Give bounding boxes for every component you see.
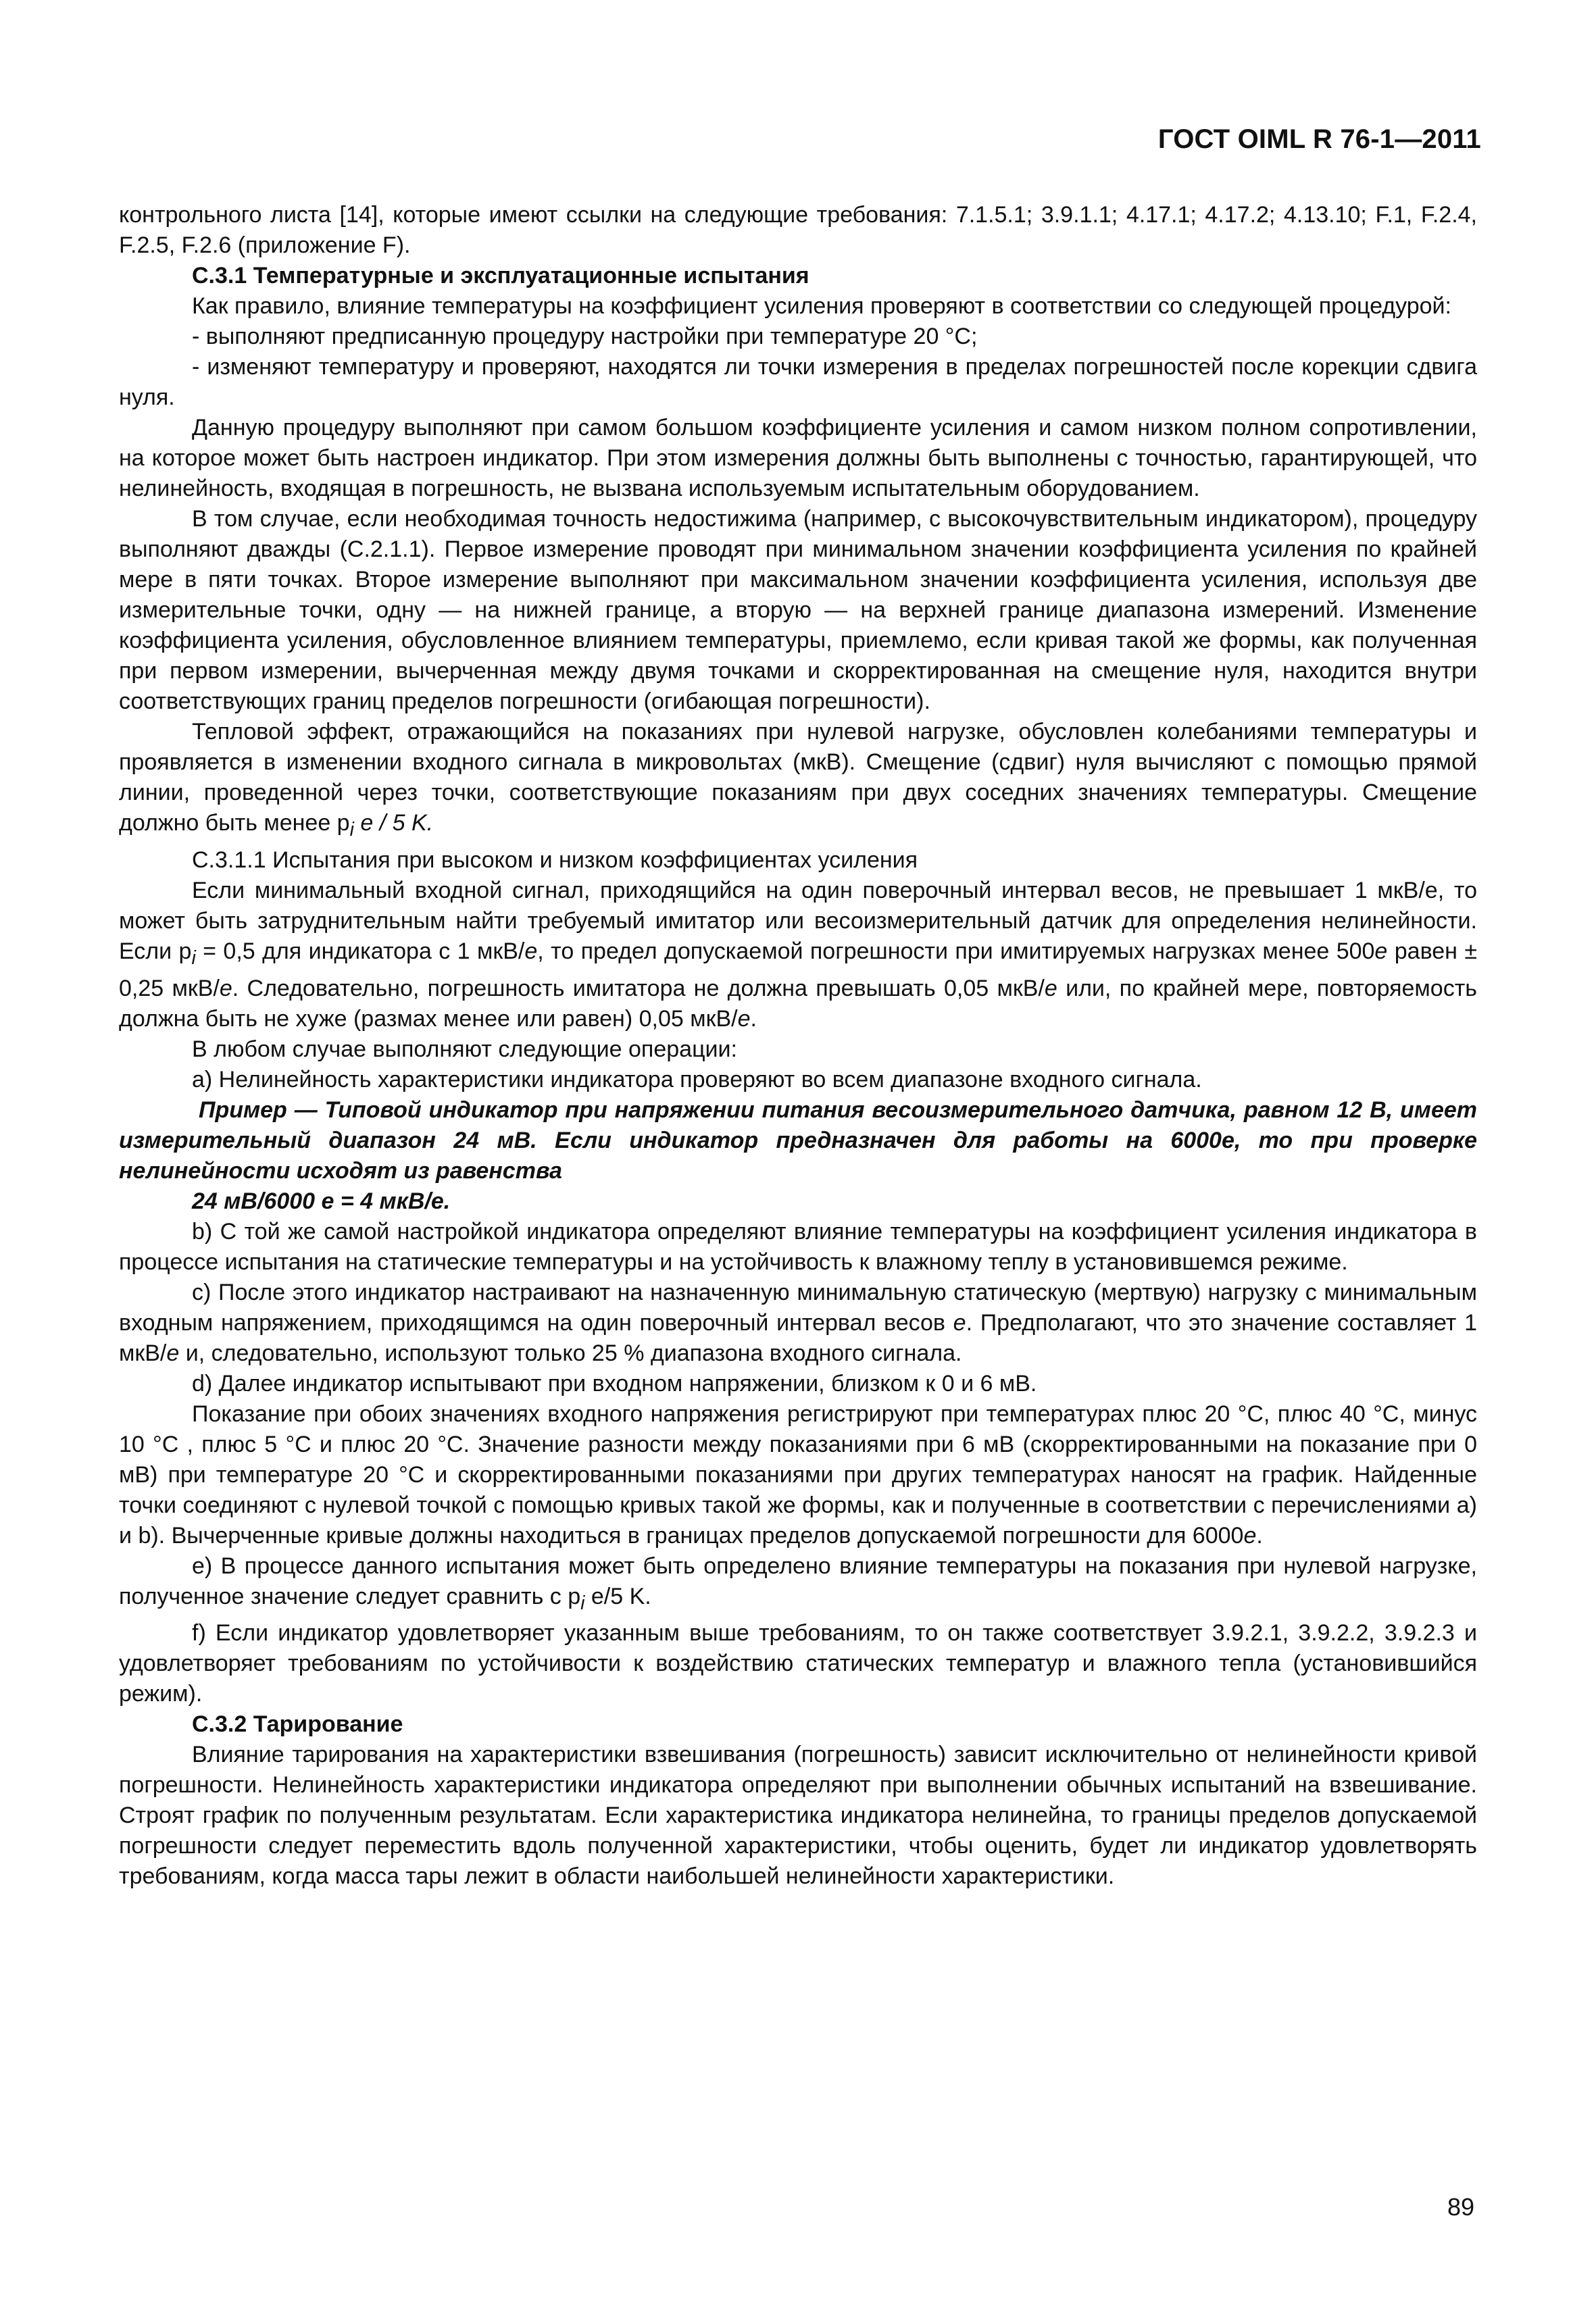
paragraph: Данную процедуру выполняют при самом большом коэффициенте усиления и самом низком полном сопротивлении, на которое может быть настроен индикатор. При этом измерения должны быть выполнены с точностью, гарантирующей, что нелинейность, входящая в погрешность, не вызвана используемым испытательным оборудованием.	[119, 415, 1477, 501]
paragraph: Тепловой эффект, отражающийся на показаниях при нулевой нагрузке, обусловлен колебаниями температуры и проявляется в изменении входного сигнала в микровольтах (мкВ). Смещение (сдвиг) нуля вычисляют с помощью прямой линии, проведенной через точки, соответствующие показаниям при двух соседних значениях температуры. Смещение должно быть менее $p_i$ e / 5 K.	[119, 719, 1477, 840]
section-heading-c32: С.3.2 Тарирование	[192, 1711, 403, 1738]
list-item: - изменяют температуру и проверяют, находятся ли точки измерения в пределах погрешностей после корекции сдвига нуля.	[119, 354, 1477, 410]
subsection-heading-c311: С.3.1.1 Испытания при высоком и низком коэффициентах усиления	[192, 847, 918, 873]
list-item-c: с) После этого индикатор настраивают на назначенную минимальную статическую (мертвую) нагрузку с минимальным входным напряжением, приходящимся на один поверочный интервал весов е. Предполагают, что это значение составляет 1 мкВ/е и, следовательно, используют только 25 % диапазона входного сигнала.	[119, 1279, 1477, 1366]
document-body	[119, 200, 1477, 1892]
list-item-b: b) С той же самой настройкой индикатора определяют влияние температуры на коэффициент усиления индикатора в процессе испытания на статические температуры и на устойчивость к влажному теплу в установившемся режиме.	[119, 1218, 1477, 1275]
list-item-e: е) В процессе данного испытания может быть определено влияние температуры на показания при нулевой нагрузке, полученное значение следует сравнить с $p_i$ е/5 K.	[119, 1553, 1477, 1614]
list-item-a: а) Нелинейность характеристики индикатора проверяют во всем диапазоне входного сигнала.	[192, 1066, 1202, 1092]
intro-paragraph: контрольного листа [14], которые имеют ссылки на следующие требования: 7.1.5.1; 3.9.1.1; 4.17.1; 4.17.2; 4.13.10; F.1, F.2.4, F.2.5, F.2.6 (приложение F).	[119, 202, 1477, 258]
paragraph: Как правило, влияние температуры на коэффициент усиления проверяют в соответствии со следующей процедурой:	[192, 293, 1451, 319]
formula: 24 мВ/6000 е = 4 мкВ/е.	[192, 1188, 451, 1214]
page-number: 89	[1447, 2193, 1474, 2221]
list-item-f: f) Если индикатор удовлетворяет указанным выше требованиям, то он также соответствует 3.9.2.1, 3.9.2.2, 3.9.2.3 и удовлетворяет требованиям по устойчивости к воздействию статических температур и влажного тепла (установившийся режим).	[119, 1620, 1477, 1707]
list-item-d: d) Далее индикатор испытывают при входном напряжении, близком к 0 и 6 мВ.	[192, 1370, 1037, 1397]
list-item: - выполняют предписанную процедуру настройки при температуре 20 °С;	[192, 324, 978, 349]
paragraph: Если минимальный входной сигнал, приходящийся на один поверочный интервал весов, не превышает 1 мкВ/е, то может быть затруднительным найти требуемый имитатор или весоизмерительный датчик для определения нелинейности. Если $p_i = 0,5$ для индикатора с 1 мкВ/е, то предел допускаемой погрешности при имитируемых нагрузках менее 500е равен ± 0,25 мкВ/е. Следовательно, погрешность имитатора не должна превышать 0,05 мкВ/е или, по крайней мере, повторяемость должна быть не хуже (размах менее или равен) 0,05 мкВ/е.	[119, 877, 1477, 1032]
paragraph: В любом случае выполняют следующие операции:	[192, 1036, 737, 1062]
paragraph: В том случае, если необходимая точность недостижима (например, с высокочувствительным индикатором), процедуру выполняют дважды (С.2.1.1). Первое измерение проводят при минимальном значении коэффициента усиления по крайней мере в пяти точках. Второе измерение выполняют при максимальном значении коэффициента усиления, используя две измерительные точки, одну — на нижней границе, а вторую — на верхней границе диапазона измерений. Изменение коэффициента усиления, обусловленное влиянием температуры, приемлемо, если кривая такой же формы, как полученная при первом измерении, вычерченная между двумя точками и скорректированная на смещение нуля, находится внутри соответствующих границ пределов погрешности (огибающая погрешности).	[119, 506, 1477, 714]
paragraph: Показание при обоих значениях входного напряжения регистрируют при температурах плюс 20 °С, плюс 40 °С, минус 10 °С , плюс 5 °С и плюс 20 °С. Значение разности между показаниями при 6 мВ (скорректированными на показание при 0 мВ) при температуре 20 °С и скорректированными показаниями при других температурах наносят на график. Найденные точки соединяют с нулевой точкой с помощью кривых такой же формы, как и полученные в соответствии с перечислениями а) и b). Вычерченные кривые должны находиться в границах пределов допускаемой погрешности для 6000е.	[119, 1401, 1477, 1549]
document-header: ГОСТ OIML R 76-1—2011	[1157, 124, 1481, 154]
paragraph: Влияние тарирования на характеристики взвешивания (погрешность) зависит исключительно от нелинейности кривой погрешности. Нелинейность характеристики индикатора определяют при выполнении обычных испытаний на взвешивание. Строят график по полученным результатам. Если характеристика индикатора нелинейна, то границы пределов допускаемой погрешности следует переместить вдоль полученной характеристики, чтобы оценить, будет ли индикатор удовлетворять требованиям, когда масса тары лежит в области наибольшей нелинейности характеристики.	[119, 1742, 1477, 1890]
example-paragraph: Пример — Типовой индикатор при напряжении питания весоизмерительного датчика, равном 12 В, имеет измерительный диапазон 24 мВ. Если индикатор предназначен для работы на 6000е, то при проверке нелинейности исходят из равенства	[119, 1097, 1477, 1184]
section-heading-c31: С.3.1 Температурные и эксплуатационные испытания	[192, 263, 809, 288]
